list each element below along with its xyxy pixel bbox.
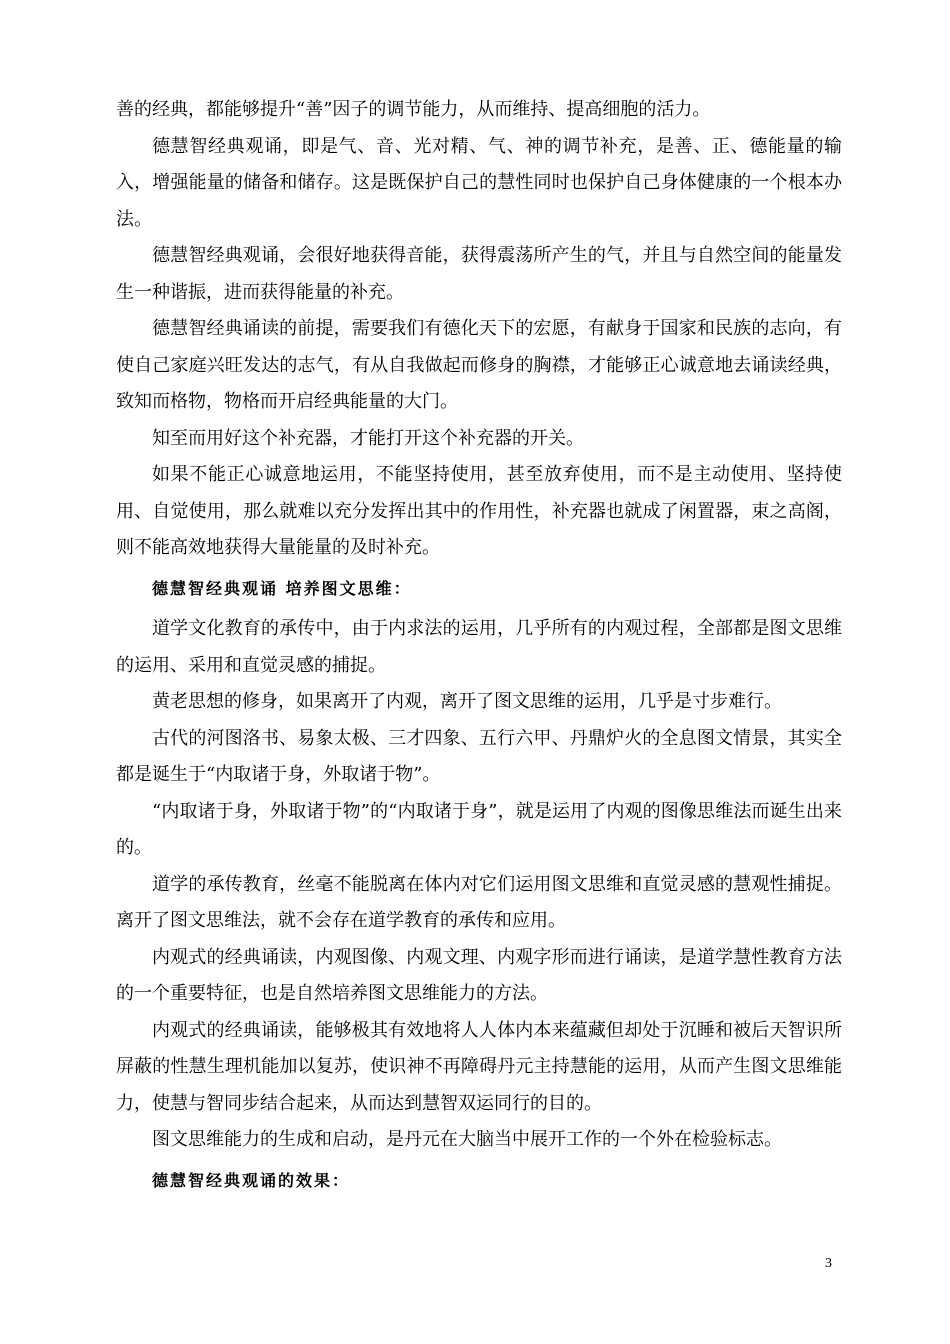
paragraph-continued: 善的经典，都能够提升“善”因子的调节能力，从而维持、提高细胞的活力。 [116, 99, 711, 120]
document-page [116, 92, 842, 1203]
paragraph: 古代的河图洛书、易象太极、三才四象、五行六甲、丹鼎炉火的全息图文情景，其实全都是诞生于“内取诸于身，外取诸于物”。 [116, 727, 842, 785]
paragraph: 知至而用好这个补充器，才能打开这个补充器的开关。 [152, 427, 584, 449]
section-heading: 德慧智经典观诵的效果： [152, 1170, 351, 1190]
paragraph: 道学文化教育的承传中，由于内求法的运用，几乎所有的内观过程，全部都是图文思维的运用、采用和直觉灵感的捕捉。 [116, 618, 842, 676]
paragraph: 德慧智经典观诵，即是气、音、光对精、气、神的调节补充，是善、正、德能量的输入，增强能量的储备和储存。这是既保护自己的慧性同时也保护自己身体健康的一个根本办法。 [116, 135, 842, 230]
paragraph: 图文思维能力的生成和启动，是丹元在大脑当中展开工作的一个外在检验标志。 [152, 1129, 782, 1150]
section-heading: 德慧智经典观诵 培养图文思维： [152, 578, 412, 598]
paragraph: 德慧智经典诵读的前提，需要我们有德化天下的宏愿，有献身于国家和民族的志向，有使自己家庭兴旺发达的志气，有从自我做起而修身的胸襟，才能够正心诚意地去诵读经典，致知而格物，物格而开启经典能量的大门。 [116, 318, 842, 412]
page-number: 3 [825, 1256, 832, 1271]
paragraph: 黄老思想的修身，如果离开了内观，离开了图文思维的运用，几乎是寸步难行。 [152, 691, 782, 712]
paragraph: 内观式的经典诵读，内观图像、内观文理、内观字形而进行诵读，是道学慧性教育方法的一个重要特征，也是自然培养图文思维能力的方法。 [116, 946, 842, 1004]
paragraph: 道学的承传教育，丝毫不能脱离在体内对它们运用图文思维和直觉灵感的慧观性捕捉。离开了图文思维法，就不会存在道学教育的承传和应用。 [116, 873, 842, 931]
paragraph: 如果不能正心诚意地运用，不能坚持使用，甚至放弃使用，而不是主动使用、坚持使用、自觉使用，那么就难以充分发挥出其中的作用性，补充器也就成了闲置器，束之高阁，则不能高效地获得大量能量的及时补充。 [116, 464, 842, 558]
paragraph: 德慧智经典观诵，会很好地获得音能，获得震荡所产生的气，并且与自然空间的能量发生一种谐振，进而获得能量的补充。 [116, 245, 842, 303]
paragraph: “内取诸于身，外取诸于物”的“内取诸于身”，就是运用了内观的图像思维法而诞生出来的。 [116, 800, 842, 858]
paragraph: 内观式的经典诵读，能够极其有效地将人人体内本来蕴藏但却处于沉睡和被后天智识所屏蔽的性慧生理机能加以复苏，使识神不再障碍丹元主持慧能的运用，从而产生图文思维能力，使慧与智同步结合起来，从而达到慧智双运同行的目的。 [116, 1019, 842, 1114]
